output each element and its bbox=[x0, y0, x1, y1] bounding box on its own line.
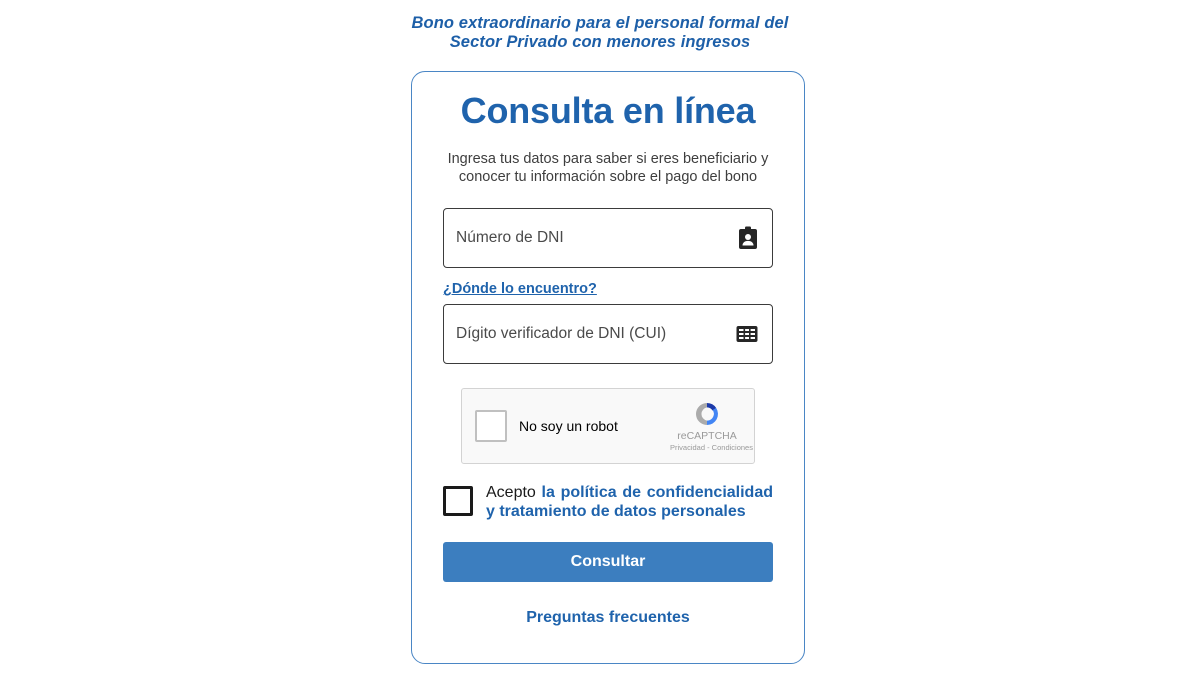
where-to-find-link[interactable]: ¿Dónde lo encuentro? bbox=[443, 281, 597, 298]
recaptcha-checkbox[interactable] bbox=[475, 410, 507, 442]
recaptcha-icon bbox=[692, 399, 722, 429]
privacy-policy-link[interactable]: la política de confidencialidad y tratamiento de datos personales bbox=[486, 484, 773, 520]
consulta-card bbox=[411, 71, 805, 664]
cui-input-placeholder[interactable]: Dígito verificador de DNI (CUI) bbox=[456, 325, 667, 343]
accept-policy-prefix: Acepto bbox=[486, 484, 542, 502]
recaptcha-box[interactable] bbox=[461, 388, 755, 464]
card-subtitle bbox=[438, 150, 778, 186]
card-subtitle-line-2: conocer tu información sobre el pago del bono bbox=[458, 169, 758, 186]
faq-link[interactable]: Preguntas frecuentes bbox=[526, 609, 690, 627]
cui-field[interactable] bbox=[443, 304, 773, 364]
page-banner bbox=[0, 14, 1200, 52]
dni-input-placeholder[interactable]: Número de DNI bbox=[456, 229, 564, 247]
banner-line-1: Bono extraordinario para el personal formal del bbox=[411, 14, 789, 32]
recaptcha-brand-name: reCAPTCHA bbox=[677, 430, 737, 443]
id-card-icon bbox=[738, 226, 758, 250]
card-subtitle-line-1: Ingresa tus datos para saber si eres beneficiario y bbox=[447, 151, 769, 167]
accept-policy-text bbox=[486, 484, 773, 521]
consultar-button[interactable]: Consultar bbox=[443, 542, 773, 582]
accept-policy-row[interactable] bbox=[443, 484, 773, 521]
ticket-icon bbox=[736, 325, 758, 343]
dni-field[interactable] bbox=[443, 208, 773, 268]
accept-policy-checkbox[interactable] bbox=[443, 486, 473, 516]
recaptcha-branding bbox=[670, 399, 753, 453]
banner-line-2: Sector Privado con menores ingresos bbox=[449, 32, 751, 51]
recaptcha-widget[interactable] bbox=[461, 388, 755, 464]
recaptcha-terms[interactable]: Privacidad - Condiciones bbox=[670, 443, 753, 453]
recaptcha-label: No soy un robot bbox=[519, 418, 618, 435]
page-title: Consulta en línea bbox=[460, 90, 756, 131]
